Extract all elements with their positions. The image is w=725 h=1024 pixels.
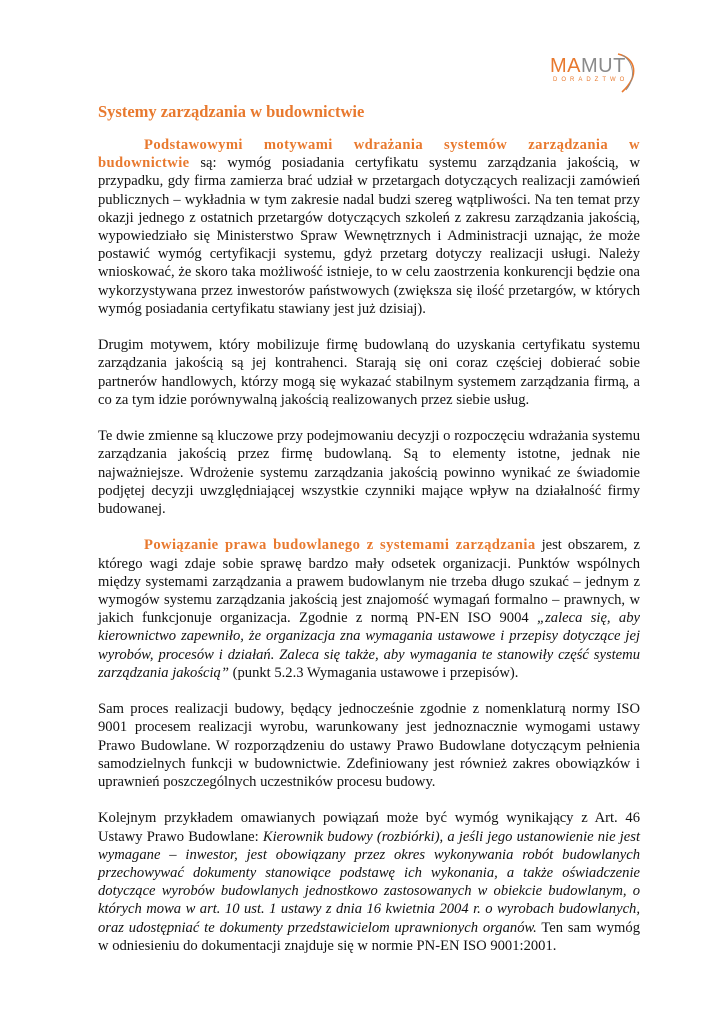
- paragraph-contractors: Drugim motywem, który mobilizuje firmę budowlaną do uzyskania certyfikatu systemu zarządzania jakością są jej kontrahenci. Starają się oni coraz częściej dobierać sobie partnerów handlowych, którzy mogą się wykazać stabilnym systemem zarządzania firmą, a co za tym idzie porównywalną jakością realizowanych przez siebie usług.: [98, 337, 640, 408]
- article-46-tail: Ten sam wymóg w odniesieniu do dokumentacji znajduje się w normie PN-EN ISO 9001:2001.: [98, 919, 640, 954]
- article-46-quote: Kierownik budowy (rozbiórki), a jeśli jego ustanowienie nie jest wymagane – inwestor, jest obowiązany przez okres wykonywania robót budowlanych przechowywać dokumenty stanowiące podstawę ich wykonania, a także oświadczenie dotyczące wyrobów budowlanych jednostkowo zastosowanych w obiekcie budowlanym, o których mowa w art. 10 ust. 1 ustawy z dnia 16 kwietnia 2004 r. o wyrobach budowlanych, oraz udostępniać te dokumenty przedstawicielom uprawnionych organów.: [98, 828, 641, 936]
- logo-wordmark-part-b: MUT: [581, 55, 626, 77]
- highlight-construction-law: Powiązanie prawa budowlanego z systemami zarządzania: [144, 537, 536, 554]
- paragraph-motives-text: są: wymóg posiadania certyfikatu systemu zarządzania jakością, w przypadku, gdy firma zamierza brać udział w przetargach dotyczących realizacji zamówień publicznych – wykładnia w tym zakresie nadal budzi szereg wątpliwości. Na ten temat przy okazji jednego z ostatnich przetargów dotyczących szkoleń z zakresu zarządzania jakością, wypowiedziało się Ministerstwo Spraw Wewnętrznych i Administracji uznając, że może postawić wymóg certyfikacji systemu, gdyż przetarg dotyczy realizacji usługi. Należy wnioskować, że skoro taka możliwość istnieje, to w celu zaostrzenia konkurencji będzie ona wykorzystywana przez inwestorów państwowych (zwiększa się ilość przetargów, w których wymóg posiadania certyfikatu stawiany jest już dzisiaj).: [98, 155, 640, 317]
- document-body: [98, 136, 640, 955]
- iso-9004-reference: (punkt 5.2.3 Wymagania ustawowe i przepisów).: [232, 664, 519, 681]
- mamut-logo: [548, 52, 644, 96]
- logo-subtitle: DORADZTWO: [553, 77, 629, 83]
- logo-wordmark-part-a: MA: [550, 55, 581, 77]
- logo-swoosh-icon: [614, 52, 640, 94]
- iso-9004-quote: „zaleca się, aby kierownictwo zapewniło, że organizacja zna wymagania ustawowe i przepisy dotyczące jej wyrobów, procesów i działań. Zaleca się także, aby wymagania te stanowiły część systemu zarządzania jakością”: [98, 610, 640, 681]
- paragraph-variables: Te dwie zmienne są kluczowe przy podejmowaniu decyzji o rozpoczęciu wdrażania systemu zarządzania jakością przez firmę budowlaną. Są to elementy istotne, jednak nie najważniejsze. Wdrożenie systemu zarządzania jakością powinno wynikać ze świadomie podjętej decyzji uwzględniającej wszystkie czynniki mające wpływ na działalność firmy budowanej.: [98, 428, 640, 518]
- paragraph-article-46: [98, 809, 640, 955]
- paragraph-construction-process: Sam proces realizacji budowy, będący jednocześnie zgodnie z nomenklaturą normy ISO 9001 procesem realizacji wyrobu, warunkowany jest jednoznacznie wymogami ustawy Prawo Budowlane. W rozporządzeniu do ustawy Prawo Budowlane dotyczącym pełnienia samodzielnych funkcji w budownictwie. Zdefiniowany jest również zakres obowiązków i uprawnień poszczególnych uczestników procesu budowy.: [98, 701, 640, 791]
- paragraph-construction-law-text: jest obszarem, z którego wagi zdaje sobie sprawę bardzo mały odsetek organizacji. Punktów wspólnych między systemami zarządzania a prawem budowlanym nie trzeba długo szukać – jednym z wymogów systemu zarządzania jakością jest znajomość wymagań formalno – prawnych, w jakich funkcjonuje organizacja. Zgodnie z normą PN-EN ISO 9004: [98, 537, 640, 627]
- paragraph-construction-law: [98, 536, 640, 682]
- article-46-lead: Kolejnym przykładem omawianych powiązań może być wymóg wynikający z Art. 46 Ustawy Prawo Budowlane:: [98, 810, 640, 845]
- document-title: Systemy zarządzania w budownictwie: [98, 102, 365, 121]
- paragraph-motives: [98, 136, 640, 318]
- highlight-motives: Podstawowymi motywami wdrażania systemów zarządzania w budownictwie: [98, 137, 640, 172]
